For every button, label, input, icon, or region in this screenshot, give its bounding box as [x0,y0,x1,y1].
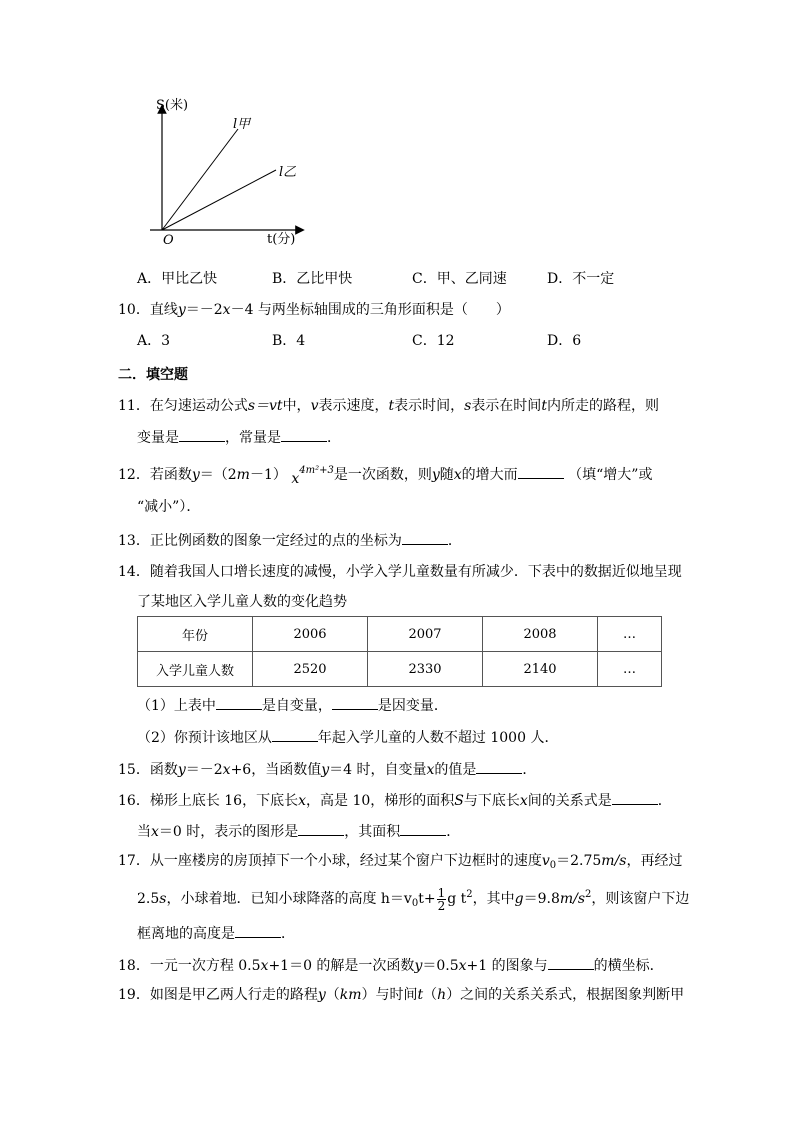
line-yi-label: l乙 [279,165,297,180]
answer-blank [272,727,318,742]
table-cell: 2330 [368,652,483,687]
question-16-line1: 16．梯形上底长 16，下底长x，高是 10，梯形的面积S与下底长x间的关系式是 ． [118,790,672,810]
question-13: 13．正比例函数的图象一定经过的点的坐标为 ． [118,530,462,550]
table-header-cell: 年份 [138,617,253,652]
table-cell: 2140 [483,652,598,687]
answer-blank [298,821,344,836]
var-y: y [177,302,186,318]
table-row [138,652,662,687]
table-cell: 2008 [483,617,598,652]
q-text: 直线 [149,302,178,318]
question-14-sub2: （2）你预计该地区从 年起入学儿童的人数不超过 1000 人． [137,727,558,747]
answer-blank [548,955,594,970]
fraction: $\frac{1}{2}$ [437,885,446,913]
y-axis-label: S(米) [156,98,189,113]
table-cell: … [598,617,662,652]
line-jia-label: l甲 [233,117,251,132]
section-title: 二．填空题 [118,367,188,383]
question-15: 15．函数y＝－2x+6，当函数值y＝4 时，自变量x的值是 ． [118,759,536,779]
answer-blank [402,530,448,545]
q9-option-c: C．甲、乙同速 [412,271,507,287]
table-cell: 2520 [253,652,368,687]
line-jia [162,129,238,230]
question-14-sub1: （1）上表中 是自变量， 是因变量． [137,695,448,715]
answer-blank [281,427,327,442]
question-14-line1: 14．随着我国人口增长速度的减慢，小学入学儿童数量有所减少．下表中的数据近似地呈现 [118,564,682,580]
q10-option-b: B．4 [272,333,306,349]
answer-blank [518,464,564,479]
q9-option-a: A．甲比乙快 [137,271,218,287]
table-cell: … [598,652,662,687]
answer-blank [216,695,262,710]
q10-option-c: C．12 [412,333,455,349]
question-19: 19．如图是甲乙两人行走的路程y（km）与时间t（h）之间的关系关系式，根据图象判断甲 [118,987,685,1003]
question-18: 18．一元一次方程 0.5x+1＝0 的解是一次函数y＝0.5x+1 的图象与 的横坐标． [118,955,664,975]
question-16-line2: 当x＝0 时，表示的图形是 ，其面积 ． [137,821,460,841]
q10-option-a: A．3 [137,333,171,349]
q-text: ＝－2 [185,302,223,318]
question-11-line2: 变量是 ，常量是 ． [137,427,341,447]
line-yi [162,170,276,230]
table-cell: 2007 [368,617,483,652]
table-cell: 2006 [253,617,368,652]
answer-blank [235,923,281,938]
q9-option-d: D．不一定 [547,271,615,287]
table-header-cell: 入学儿童人数 [138,652,253,687]
question-12-line2: “减小”）． [137,499,201,515]
x-axis-label: t(分) [267,232,296,247]
q9-option-b: B．乙比甲快 [272,271,353,287]
origin-label: O [163,233,174,248]
question-17-line2: 2.5s，小球着地．已知小球降落的高度 $h=v_0t+$ $\frac{1}{2}$ g $t^2$，其中$g=9.8m/s^2$，则该窗户下边 [137,885,690,913]
answer-blank [612,790,658,805]
q-number: 10． [118,302,150,318]
table-row [138,617,662,652]
answer-blank [179,427,225,442]
question-14-line2: 了某地区入学儿童人数的变化趋势 [137,594,347,610]
enrollment-table [137,616,662,687]
question-10 [118,301,510,319]
answer-blank [400,821,446,836]
q10-option-d: D．6 [547,333,582,349]
question-12-line1: 12．若函数y＝（2m－1） $x^{4m^2+3}$是一次函数，则y随x的增大而 （填“增大”或 [118,465,653,487]
answer-blank [476,759,522,774]
question-17-line3: 框离地的高度是 ． [137,923,295,943]
question-17-line1: 17．从一座楼房的房顶掉下一个小球，经过某个窗户下边框时的速度$v_0=2.75m/s$，再经过 [118,853,683,871]
q-text: －4 与两坐标轴围成的三角形面积是（ ） [230,302,510,318]
question-11-line1: 11．在匀速运动公式s＝vt中，v表示速度，t表示时间，s表示在时间t内所走的路程，则 [118,398,659,414]
answer-blank [332,695,378,710]
var-x: x [222,302,231,318]
